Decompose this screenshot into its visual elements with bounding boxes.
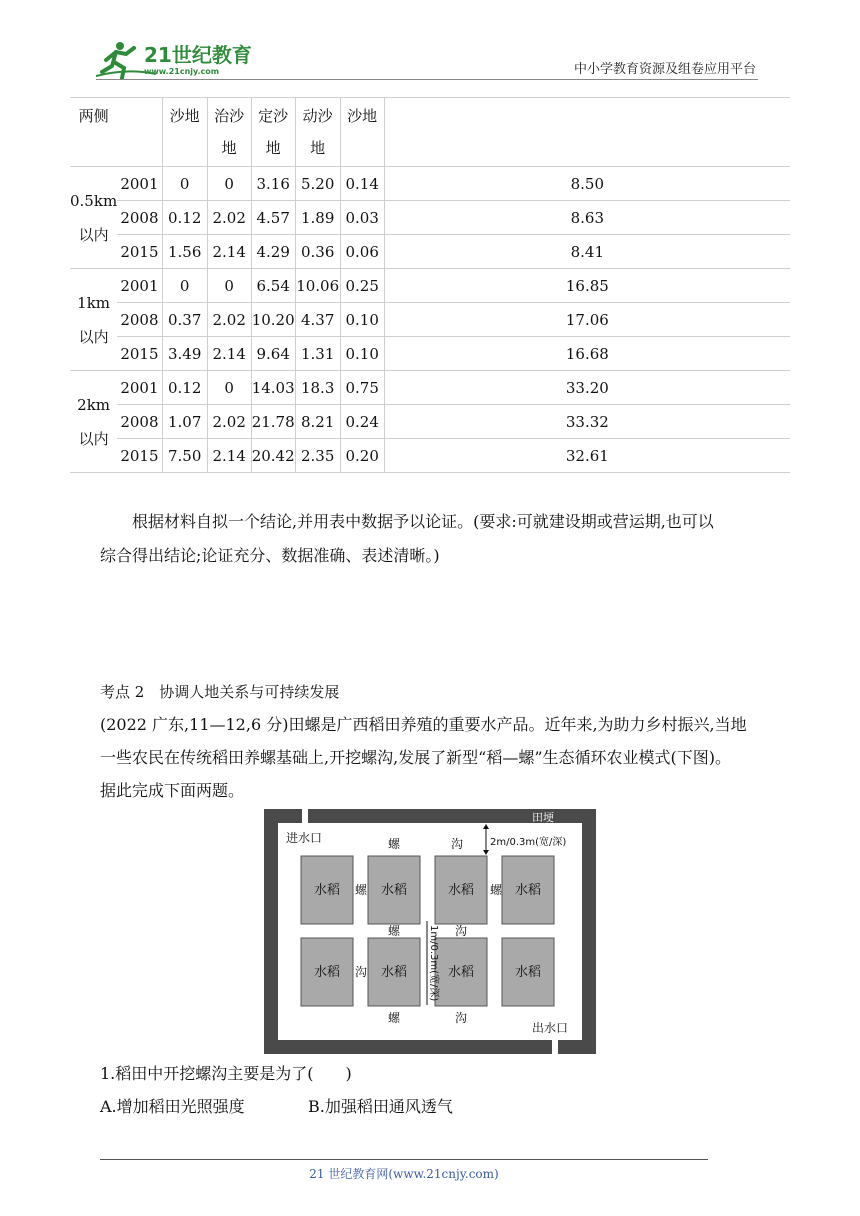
value-cell: 9.64 <box>251 337 295 371</box>
header-cell <box>295 98 340 167</box>
header-cell-line1: 动沙 <box>302 107 333 125</box>
svg-text:www.21cnjy.com: www.21cnjy.com <box>144 67 220 76</box>
year-cell: 2008 <box>117 303 162 337</box>
value-cell: 0.03 <box>340 201 384 235</box>
value-cell: 3.16 <box>251 167 295 201</box>
inner-ditch-dimension: 1m/0.3m(宽/深) <box>428 925 439 1002</box>
year-cell: 2008 <box>117 405 162 439</box>
data-table <box>70 97 790 473</box>
value-cell: 0 <box>207 167 251 201</box>
header-cell <box>384 98 790 167</box>
paddy-label: 水稻 <box>514 883 542 898</box>
ditch-label-gou: 沟 <box>354 965 368 979</box>
value-cell: 21.78 <box>251 405 295 439</box>
value-cell: 8.21 <box>295 405 340 439</box>
svg-text:21世纪教育: 21世纪教育 <box>144 43 252 67</box>
value-cell: 3.49 <box>162 337 207 371</box>
value-cell: 1.56 <box>162 235 207 269</box>
value-cell: 16.85 <box>384 269 790 303</box>
value-cell: 4.37 <box>295 303 340 337</box>
option-b: B.加强稻田通风透气 <box>308 1097 453 1116</box>
group-label: 1km 以内 <box>70 269 117 371</box>
value-cell: 5.20 <box>295 167 340 201</box>
option-a: A.增加稻田光照强度 <box>100 1097 245 1116</box>
header-cell <box>251 98 295 167</box>
table-row <box>70 439 790 473</box>
ridge-label: 田埂 <box>532 811 554 824</box>
table-row <box>70 371 790 405</box>
value-cell: 7.50 <box>162 439 207 473</box>
value-cell: 33.20 <box>384 371 790 405</box>
ditch-label-luo: 螺 <box>354 883 368 897</box>
inlet-label: 进水口 <box>286 831 323 845</box>
table-row <box>70 303 790 337</box>
value-cell: 8.63 <box>384 201 790 235</box>
value-cell: 17.06 <box>384 303 790 337</box>
header-cell-line2: 地 <box>221 139 237 157</box>
footer-source: 21 世纪教育网(www.21cnjy.com) <box>309 1167 499 1181</box>
table-row <box>70 269 790 303</box>
table-row <box>70 235 790 269</box>
site-logo <box>96 38 256 82</box>
question-prompt-line1: 根据材料自拟一个结论,并用表中数据予以论证。(要求:可就建设期或营运期,也可以 <box>132 512 714 531</box>
value-cell: 4.57 <box>251 201 295 235</box>
intro-line3: 据此完成下面两题。 <box>100 781 245 800</box>
ditch-label-gou: 沟 <box>450 837 464 851</box>
value-cell: 10.06 <box>295 269 340 303</box>
value-cell: 10.20 <box>251 303 295 337</box>
intro-line2: 一些农民在传统稻田养螺基础上,开挖螺沟,发展了新型“稻—螺”生态循环农业模式(下图)。 <box>100 748 732 767</box>
value-cell: 2.02 <box>207 303 251 337</box>
value-cell: 0 <box>207 269 251 303</box>
year-cell: 2001 <box>117 269 162 303</box>
header-cell-line1: 定沙 <box>258 107 289 125</box>
table-row <box>70 167 790 201</box>
year-cell: 2001 <box>117 167 162 201</box>
intro-line1: (2022 广东,11—12,6 分)田螺是广西稻田养殖的重要水产品。近年来,为助力乡村振兴,当地 <box>100 715 747 734</box>
outer-ditch-dimension: 2m/0.3m(宽/深) <box>490 837 567 848</box>
header-cell: 沙地 <box>340 98 384 167</box>
ditch-label-luo: 螺 <box>387 924 401 938</box>
ditch-label-luo: 螺 <box>489 883 503 897</box>
header-cell: 两侧 <box>70 98 117 167</box>
value-cell: 1.07 <box>162 405 207 439</box>
group-label: 0.5km 以内 <box>70 167 117 269</box>
header-cell: 沙地 <box>162 98 207 167</box>
table-header-row <box>70 98 790 167</box>
rice-snail-diagram <box>264 809 596 1054</box>
value-cell: 0.24 <box>340 405 384 439</box>
ditch-label-gou: 沟 <box>454 924 468 938</box>
value-cell: 20.42 <box>251 439 295 473</box>
section-title: 考点 2 协调人地关系与可持续发展 <box>100 683 340 701</box>
value-cell: 0.06 <box>340 235 384 269</box>
table-row <box>70 337 790 371</box>
year-cell: 2008 <box>117 201 162 235</box>
paddy-label: 水稻 <box>313 883 341 898</box>
value-cell: 0.10 <box>340 337 384 371</box>
value-cell: 0.36 <box>295 235 340 269</box>
value-cell: 14.03 <box>251 371 295 405</box>
value-cell: 2.35 <box>295 439 340 473</box>
header-cell <box>117 98 162 167</box>
ditch-label-luo: 螺 <box>387 837 401 851</box>
paddy-label: 水稻 <box>313 965 341 980</box>
question-prompt-line2: 综合得出结论;论证充分、数据准确、表述清晰。) <box>100 546 440 565</box>
value-cell: 2.14 <box>207 337 251 371</box>
value-cell: 4.29 <box>251 235 295 269</box>
paddy-label: 水稻 <box>380 965 408 980</box>
paddy-label: 水稻 <box>447 883 475 898</box>
header-cell-line2: 地 <box>265 139 281 157</box>
value-cell: 33.32 <box>384 405 790 439</box>
value-cell: 1.89 <box>295 201 340 235</box>
value-cell: 32.61 <box>384 439 790 473</box>
value-cell: 0.20 <box>340 439 384 473</box>
header-divider <box>96 79 758 80</box>
year-cell: 2015 <box>117 235 162 269</box>
question-1: 1.稻田中开挖螺沟主要是为了( ) <box>100 1064 352 1083</box>
paddy-label: 水稻 <box>447 965 475 980</box>
header-cell-line1: 治沙 <box>214 107 245 125</box>
table-row <box>70 201 790 235</box>
value-cell: 0 <box>162 167 207 201</box>
value-cell: 16.68 <box>384 337 790 371</box>
value-cell: 0 <box>207 371 251 405</box>
value-cell: 2.02 <box>207 405 251 439</box>
ditch-label-luo: 螺 <box>387 1011 401 1025</box>
group-label: 2km 以内 <box>70 371 117 473</box>
value-cell: 2.14 <box>207 235 251 269</box>
paddy-label: 水稻 <box>514 965 542 980</box>
value-cell: 0.37 <box>162 303 207 337</box>
table-body <box>70 167 790 473</box>
value-cell: 0.75 <box>340 371 384 405</box>
value-cell: 18.3 <box>295 371 340 405</box>
table-row <box>70 405 790 439</box>
paddy-label: 水稻 <box>380 883 408 898</box>
value-cell: 1.31 <box>295 337 340 371</box>
value-cell: 0.25 <box>340 269 384 303</box>
value-cell: 0 <box>162 269 207 303</box>
year-cell: 2015 <box>117 439 162 473</box>
value-cell: 0.12 <box>162 201 207 235</box>
outlet-gap <box>552 1040 558 1054</box>
value-cell: 6.54 <box>251 269 295 303</box>
year-cell: 2001 <box>117 371 162 405</box>
header-cell <box>207 98 251 167</box>
year-cell: 2015 <box>117 337 162 371</box>
value-cell: 0.12 <box>162 371 207 405</box>
value-cell: 8.41 <box>384 235 790 269</box>
value-cell: 0.14 <box>340 167 384 201</box>
outlet-label: 出水口 <box>532 1021 569 1035</box>
platform-name: 中小学教育资源及组卷应用平台 <box>573 62 756 77</box>
inlet-gap <box>302 809 308 823</box>
value-cell: 2.14 <box>207 439 251 473</box>
value-cell: 0.10 <box>340 303 384 337</box>
value-cell: 8.50 <box>384 167 790 201</box>
ditch-label-gou: 沟 <box>454 1011 468 1025</box>
footer-divider <box>100 1159 708 1160</box>
value-cell: 2.02 <box>207 201 251 235</box>
header-cell-line2: 地 <box>310 139 326 157</box>
